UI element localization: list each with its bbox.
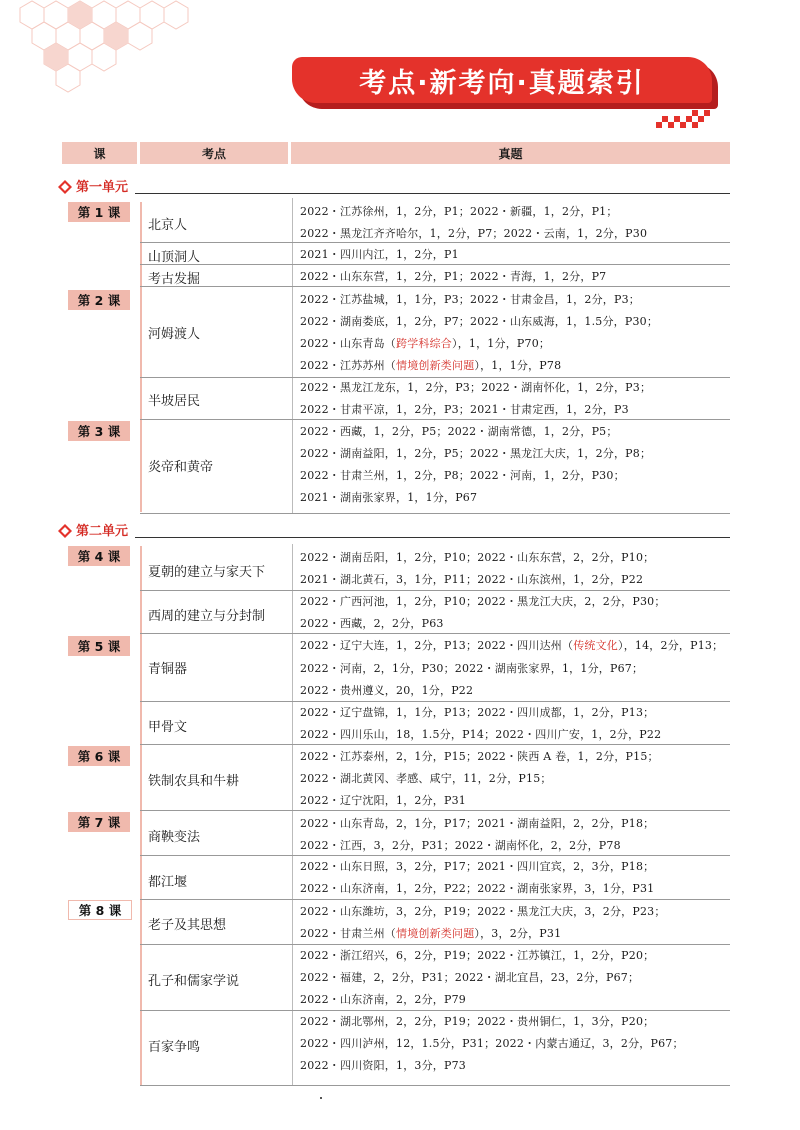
question-text: 2022・山东东营，1，2分，P1；2022・青海，1，2分，P7 [300,270,607,283]
row-rule [140,899,730,900]
question-text: 2021・四川内江，1，2分，P1 [300,248,459,261]
unit-title: 第一单元 [76,180,129,195]
question-line [300,445,651,461]
question-line [300,682,473,698]
lesson-tag: 第 6 课 [68,746,130,766]
question-line [300,991,466,1007]
topic-label: 甲骨文 [148,720,188,735]
page-title: 考点·新考向·真题索引 [292,57,712,103]
unit-heading [58,176,128,195]
diamond-icon [58,179,72,193]
question-text: ），14，2分，P13； [618,639,724,652]
question-line [300,246,459,262]
page-dot [320,1097,322,1099]
question-text: 2022・辽宁盘锦，1，1分，P13；2022・四川成都，1，2分，P13； [300,706,655,719]
question-line [300,969,639,985]
lesson-column-rule [140,546,142,1086]
row-rule [140,590,730,591]
checker-decoration [656,110,716,134]
question-line [300,268,606,284]
question-text: 2022・湖南岳阳，1，2分，P10；2022・山东东营，2，2分，P10； [300,551,655,564]
topic-label: 青铜器 [148,662,188,677]
topic-label: 铁制农具和牛耕 [148,774,240,789]
lesson-column-rule [140,202,142,512]
lesson-tag: 第 3 课 [68,421,130,441]
row-rule [140,810,730,811]
question-text: 2022・四川泸州，12，1.5分，P31；2022・内蒙古通辽，3，2分，P67； [300,1037,684,1050]
question-text: 2022・浙江绍兴，6，2分，P19；2022・江苏镇江，1，2分，P20； [300,949,655,962]
topic-label: 北京人 [148,218,188,233]
row-rule [140,419,730,420]
unit-heading [58,520,128,539]
question-text: 2022・福建，2，2分，P31；2022・湖北宜昌，23，2分，P67； [300,971,640,984]
question-text: 2022・山东济南，2，2分，P79 [300,993,466,1006]
row-rule [140,944,730,945]
topic-label: 百家争鸣 [148,1040,201,1055]
question-line [300,704,654,720]
row-rule [140,744,730,745]
lesson-tag: 第 5 课 [68,636,130,656]
question-line [300,748,659,764]
topic-label: 老子及其思想 [148,918,227,933]
highlight-tag: 跨学科综合 [396,337,452,350]
question-text: 2022・河南，2，1分，P30；2022・湖南张家界，1，1分，P67； [300,662,644,675]
question-line [300,291,640,307]
lesson-tag: 第 8 课 [68,900,132,920]
topic-label: 考古发掘 [148,272,201,287]
question-line [300,549,654,565]
question-text: 2022・山东潍坊，3，2分，P19；2022・黑龙江大庆，3，2分，P23； [300,905,666,918]
question-line [300,571,643,587]
question-text: 2022・山东青岛，2，1分，P17；2021・湖南益阳，2，2分，P18； [300,817,655,830]
question-line [300,637,723,653]
question-text: 2022・黑龙江龙东，1，2分，P3；2022・湖南怀化，1，2分，P3； [300,381,652,394]
highlight-tag: 情境创新类问题 [396,359,475,372]
question-text: 2022・甘肃平凉，1，2分，P3；2021・甘肃定西，1，2分，P3 [300,403,629,416]
question-line [300,401,629,417]
question-text: 2022・江苏苏州（ [300,359,396,372]
question-text: 2022・西藏，2，2分，P63 [300,617,444,630]
highlight-tag: 情境创新类问题 [396,927,475,940]
row-rule [140,377,730,378]
question-text: 2022・甘肃兰州（ [300,927,396,940]
unit-divider [135,193,730,194]
row-rule [140,242,730,243]
lesson-tag: 第 2 课 [68,290,130,310]
unit-title: 第二单元 [76,524,129,539]
question-line [300,357,561,373]
topic-label: 半坡居民 [148,394,201,409]
question-line [300,947,654,963]
question-line [300,467,625,483]
question-text: 2022・山东济南，1，2分，P22；2022・湖南张家界，3，1分，P31 [300,882,655,895]
topic-label: 孔子和儒家学说 [148,974,240,989]
question-text: 2022・四川资阳，1，3分，P73 [300,1059,466,1072]
question-line [300,379,651,395]
topic-label: 炎帝和黄帝 [148,460,214,475]
question-text: 2022・湖南娄底，1，2分，P7；2022・山东威海，1，1.5分，P30； [300,315,659,328]
question-line [300,1057,466,1073]
question-line [300,593,666,609]
question-line [300,615,444,631]
table-header [62,142,730,164]
question-line [300,858,654,874]
question-text: ），1，1分，P70； [452,337,551,350]
question-text: 2022・广西河池，1，2分，P10；2022・黑龙江大庆，2，2分，P30； [300,595,666,608]
question-text: 2022・辽宁沈阳，1，2分，P31 [300,794,466,807]
question-line [300,903,666,919]
hexagon-pattern-decoration [0,0,260,110]
row-rule [140,1085,730,1086]
question-text: 2022・江西，3，2分，P31；2022・湖南怀化，2，2分，P78 [300,839,621,852]
topic-label: 夏朝的建立与家天下 [148,565,266,580]
column-header-lesson: 课 [62,142,137,164]
row-rule [140,513,730,514]
question-text: 2022・四川乐山，18，1.5分，P14；2022・四川广安，1，2分，P22 [300,728,662,741]
question-line [300,423,618,439]
question-text: 2021・湖南张家界，1，1分，P67 [300,491,478,504]
topic-label: 山顶洞人 [148,250,201,265]
question-line [300,880,654,896]
question-line [300,1035,684,1051]
question-text: 2022・江苏徐州，1，2分，P1；2022・新疆，1，2分，P1； [300,205,618,218]
question-line [300,1013,654,1029]
question-line [300,726,661,742]
topic-label: 河姆渡人 [148,327,201,342]
lesson-tag: 第 1 课 [68,202,130,222]
question-line [300,925,561,941]
question-text: 2022・西藏，1，2分，P5；2022・湖南常德，1，2分，P5； [300,425,618,438]
column-rule [292,544,293,1086]
question-text: 2022・山东日照，3，2分，P17；2021・四川宜宾，2，3分，P18； [300,860,655,873]
question-line [300,225,647,241]
question-text: 2022・江苏泰州，2，1分，P15；2022・陕西 A 卷，1，2分，P15； [300,750,659,763]
question-text: 2022・辽宁大连，1，2分，P13；2022・四川达州（ [300,639,574,652]
question-text: 2022・湖北鄂州，2，2分，P19；2022・贵州铜仁，1，3分，P20； [300,1015,655,1028]
question-line [300,489,477,505]
question-text: ），3，2分，P31 [474,927,562,940]
row-rule [140,701,730,702]
title-banner [292,57,718,107]
question-line [300,837,621,853]
unit-divider [135,537,730,538]
question-text: 2022・山东青岛（ [300,337,396,350]
question-line [300,792,466,808]
question-text: ），1，1分，P78 [474,359,562,372]
row-rule [140,633,730,634]
question-text: 2022・湖北黄冈、孝感、咸宁，11，2分，P15； [300,772,552,785]
topic-label: 都江堰 [148,875,188,890]
row-rule [140,264,730,265]
question-line [300,313,658,329]
column-header-topic: 考点 [140,142,288,164]
column-rule [292,198,293,514]
question-text: 2022・湖南益阳，1，2分，P5；2022・黑龙江大庆，1，2分，P8； [300,447,652,460]
question-text: 2022・江苏盐城，1，1分，P3；2022・甘肃金昌，1，2分，P3； [300,293,640,306]
row-rule [140,1010,730,1011]
lesson-tag: 第 7 课 [68,812,130,832]
topic-label: 西周的建立与分封制 [148,609,266,624]
lesson-tag: 第 4 课 [68,546,130,566]
question-line [300,815,654,831]
diamond-icon [58,523,72,537]
row-rule [140,286,730,287]
question-line [300,335,550,351]
question-line [300,770,552,786]
question-line [300,203,618,219]
question-text: 2022・黑龙江齐齐哈尔，1，2分，P7；2022・云南，1，2分，P30 [300,227,648,240]
question-text: 2021・湖北黄石，3，1分，P11；2022・山东滨州，1，2分，P22 [300,573,644,586]
question-text: 2022・贵州遵义，20，1分，P22 [300,684,474,697]
topic-label: 商鞅变法 [148,830,201,845]
question-text: 2022・甘肃兰州，1，2分，P8；2022・河南，1，2分，P30； [300,469,625,482]
highlight-tag: 传统文化 [573,639,618,652]
column-header-questions: 真题 [291,142,730,164]
question-line [300,660,643,676]
row-rule [140,855,730,856]
